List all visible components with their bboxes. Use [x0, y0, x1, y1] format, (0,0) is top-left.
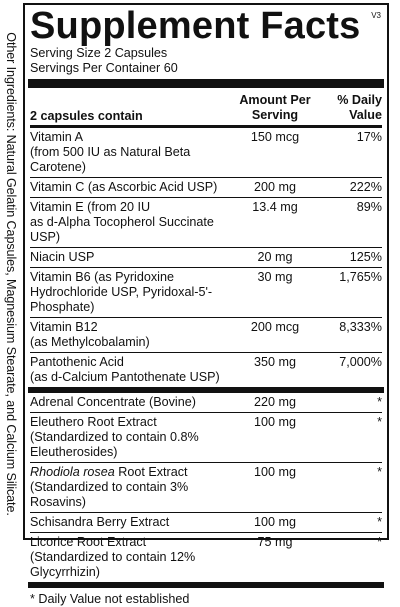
nutrient-name-cell	[30, 180, 230, 195]
nutrient-amount: 30 mg	[257, 270, 293, 284]
header-col3-line1: % Daily	[337, 93, 382, 107]
nutrient-row	[30, 513, 382, 533]
nutrient-row	[30, 128, 382, 178]
nutrient-name-cell	[30, 465, 230, 510]
nutrient-row	[30, 268, 382, 318]
nutrient-name-cell	[30, 130, 230, 175]
nutrient-name: Vitamin B12	[30, 320, 98, 334]
nutrient-name-cell	[30, 320, 230, 350]
nutrient-name: Licorice Root Extract	[30, 535, 147, 549]
nutrient-daily-value: *	[377, 515, 382, 529]
other-ingredients-text: Other Ingredients: Natural Gelatin Capsules, Magnesium Stearate, and Calcium Silicate.	[4, 31, 18, 516]
nutrient-name-cell	[30, 355, 230, 385]
nutrient-amount: 200 mg	[253, 180, 296, 194]
nutrient-amount: 100 mg	[253, 515, 296, 529]
nutrient-name-cell	[30, 200, 230, 245]
nutrient-detail: (Standardized to contain 3% Rosavins)	[30, 480, 189, 509]
nutrient-daily-value: 89%	[356, 200, 382, 214]
nutrient-name: Vitamin B6 (as Pyridoxine	[30, 270, 174, 284]
nutrient-name: Schisandra Berry Extract	[30, 515, 170, 529]
nutrient-row	[30, 178, 382, 198]
footnote: * Daily Value not established	[30, 592, 190, 606]
header-col3	[320, 93, 382, 125]
nutrient-name-cell	[30, 515, 230, 530]
thick-divider	[28, 79, 384, 88]
nutrient-detail: as d-Alpha Tocopherol Succinate USP)	[30, 215, 214, 244]
serving-size: Serving Size 2 Capsules	[30, 46, 168, 60]
nutrient-name-italic: Rhodiola rosea	[30, 465, 115, 479]
header-col2	[230, 93, 320, 125]
nutrient-daily-value: 125%	[349, 250, 382, 264]
header-col1: 2 capsules contain	[30, 109, 143, 123]
header-col3-line2: Value	[349, 108, 382, 122]
panel-title: Supplement Facts	[30, 5, 361, 47]
nutrient-daily-value: *	[377, 415, 382, 429]
nutrient-daily-value: *	[377, 465, 382, 479]
nutrient-name: Vitamin C (as Ascorbic Acid USP)	[30, 180, 218, 194]
nutrient-detail: Hydrochloride USP, Pyridoxal-5'-Phosphate)	[30, 285, 213, 314]
nutrient-amount: 13.4 mg	[252, 200, 298, 214]
nutrient-name: Vitamin E (from 20 IU	[30, 200, 151, 214]
other-rows	[30, 393, 382, 582]
nutrient-name-rest: Root Extract	[114, 465, 188, 479]
column-header	[30, 88, 382, 128]
other-ingredients	[0, 0, 22, 547]
nutrient-name-cell	[30, 535, 230, 580]
nutrient-row	[30, 198, 382, 248]
bottom-divider	[28, 582, 384, 588]
nutrient-detail: (Standardized to contain 12% Glycyrrhizin)	[30, 550, 196, 579]
nutrient-row	[30, 248, 382, 268]
nutrient-daily-value: 8,333%	[339, 320, 382, 334]
header-col2-line1: Amount Per	[239, 93, 311, 107]
nutrient-daily-value: 17%	[356, 130, 382, 144]
nutrient-amount: 20 mg	[257, 250, 293, 264]
vitamin-rows	[30, 128, 382, 387]
nutrient-name-cell	[30, 250, 230, 265]
nutrient-amount: 150 mcg	[250, 130, 300, 144]
nutrient-daily-value: 7,000%	[339, 355, 382, 369]
version-label: V3	[371, 11, 381, 20]
nutrient-amount: 75 mg	[257, 535, 293, 549]
nutrient-daily-value: *	[377, 535, 382, 549]
nutrient-daily-value: *	[377, 395, 382, 409]
nutrient-row	[30, 413, 382, 463]
nutrient-name-cell	[30, 415, 230, 460]
nutrient-name-cell	[30, 270, 230, 315]
header-col2-line2: Serving	[251, 108, 299, 122]
nutrient-row	[30, 533, 382, 582]
nutrient-name: Niacin USP	[30, 250, 95, 264]
nutrient-name	[30, 465, 230, 480]
nutrient-amount: 350 mg	[253, 355, 296, 369]
nutrient-name: Pantothenic Acid	[30, 355, 124, 369]
nutrient-detail: (Standardized to contain 0.8% Eleutherosides)	[30, 430, 199, 459]
nutrient-name: Eleuthero Root Extract	[30, 415, 157, 429]
nutrient-row	[30, 463, 382, 513]
nutrient-amount: 200 mcg	[250, 320, 300, 334]
nutrient-name-cell	[30, 395, 230, 410]
nutrient-row	[30, 353, 382, 387]
servings-per-container: Servings Per Container 60	[30, 61, 178, 75]
nutrient-name: Adrenal Concentrate (Bovine)	[30, 395, 196, 409]
nutrient-detail: (as d-Calcium Pantothenate USP)	[30, 370, 220, 384]
nutrient-detail: (as Methylcobalamin)	[30, 335, 150, 349]
nutrient-amount: 100 mg	[253, 415, 296, 429]
nutrient-name: Vitamin A	[30, 130, 83, 144]
nutrient-row	[30, 393, 382, 413]
supplement-facts-panel	[23, 3, 389, 606]
nutrient-amount: 220 mg	[253, 395, 296, 409]
nutrient-detail: (from 500 IU as Natural Beta Carotene)	[30, 145, 191, 174]
nutrient-daily-value: 1,765%	[339, 270, 382, 284]
nutrient-row	[30, 318, 382, 353]
nutrient-daily-value: 222%	[349, 180, 382, 194]
nutrient-amount: 100 mg	[253, 465, 296, 479]
